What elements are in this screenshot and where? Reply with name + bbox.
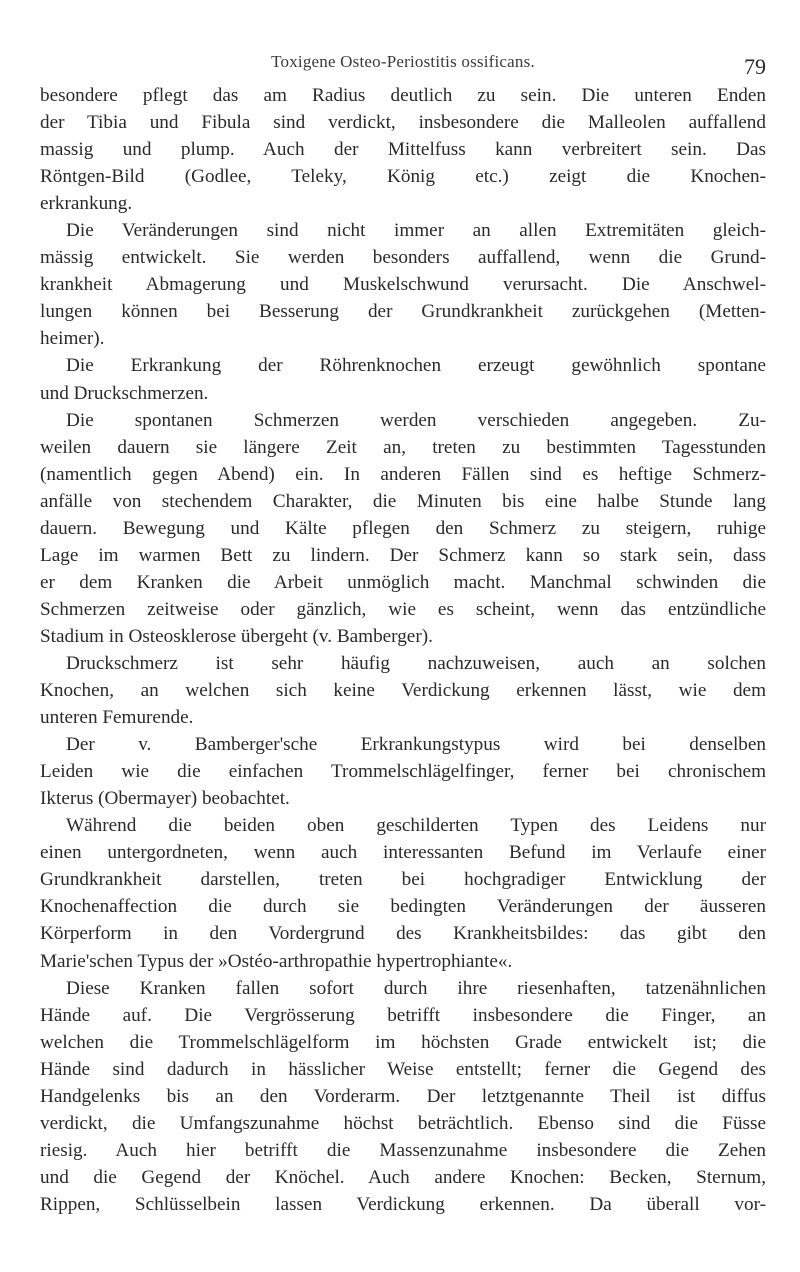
page-number: 79 <box>744 54 766 79</box>
body-text <box>40 82 766 1218</box>
text-line: Lage im warmen Bett zu lindern. Der Schmerz kann so stark sein, dass <box>40 544 766 566</box>
text-line: unteren Femurende. <box>40 707 194 729</box>
text-line: Knochen, an welchen sich keine Verdickung erkennen lässt, wie dem <box>40 680 766 702</box>
page-header <box>40 0 766 79</box>
text-line: Während die beiden oben geschilderten Typen des Leidens nur <box>66 815 766 837</box>
text-line: Druckschmerz ist sehr häufig nachzuweisen, auch an solchen <box>66 652 766 674</box>
text-line: Ikterus (Obermayer) beobachtet. <box>40 788 290 810</box>
text-line: er dem Kranken die Arbeit unmöglich macht. Manchmal schwinden die <box>40 571 766 593</box>
text-line: weilen dauern sie längere Zeit an, treten zu bestimmten Tagesstunden <box>40 436 766 458</box>
text-line: Hände sind dadurch in hässlicher Weise entstellt; ferner die Gegend des <box>40 1058 766 1080</box>
text-line: Grundkrankheit darstellen, treten bei hochgradiger Entwicklung der <box>40 869 766 891</box>
text-line: Die Erkrankung der Röhrenknochen erzeugt gewöhnlich spontane <box>66 355 766 377</box>
text-line: lungen können bei Besserung der Grundkrankheit zurückgehen (Metten- <box>40 301 766 323</box>
text-line: (namentlich gegen Abend) ein. In anderen Fällen sind es heftige Schmerz- <box>40 463 766 485</box>
text-line: erkrankung. <box>40 193 133 215</box>
text-line: mässig entwickelt. Sie werden besonders auffallend, wenn die Grund- <box>40 247 766 269</box>
text-line: riesig. Auch hier betrifft die Massenzunahme insbesondere die Zehen <box>40 1139 766 1161</box>
text-line: und Druckschmerzen. <box>40 382 209 404</box>
text-line: Stadium in Osteosklerose übergeht (v. Bamberger). <box>40 625 433 647</box>
book-page <box>40 0 766 1272</box>
text-line: Handgelenks bis an den Vorderarm. Der letztgenannte Theil ist diffus <box>40 1085 766 1107</box>
text-line: Die spontanen Schmerzen werden verschieden angegeben. Zu- <box>66 409 766 431</box>
text-line: besondere pflegt das am Radius deutlich zu sein. Die unteren Enden <box>40 85 766 106</box>
running-title: Toxigene Osteo-Periostitis ossificans. <box>271 52 535 71</box>
text-line: Leiden wie die einfachen Trommelschlägelfinger, ferner bei chronischem <box>40 761 766 783</box>
text-line: Diese Kranken fallen sofort durch ihre riesenhaften, tatzenähnlichen <box>66 977 766 999</box>
text-line: Körperform in den Vordergrund des Krankheitsbildes: das gibt den <box>40 923 766 945</box>
text-line: Rippen, Schlüsselbein lassen Verdickung erkennen. Da überall vor- <box>40 1193 766 1215</box>
text-line: massig und plump. Auch der Mittelfuss kann verbreitert sein. Das <box>40 139 766 161</box>
text-line: dauern. Bewegung und Kälte pflegen den Schmerz zu steigern, ruhige <box>40 517 766 539</box>
text-line: krankheit Abmagerung und Muskelschwund verursacht. Die Anschwel- <box>40 274 766 296</box>
text-line: Schmerzen zeitweise oder gänzlich, wie es scheint, wenn das entzündliche <box>40 598 766 620</box>
text-line: heimer). <box>40 328 105 350</box>
text-line: Die Veränderungen sind nicht immer an allen Extremitäten gleich- <box>66 220 766 242</box>
text-line: welchen die Trommelschlägelform im höchsten Grade entwickelt ist; die <box>40 1031 766 1053</box>
text-line: einen untergordneten, wenn auch interessanten Befund im Verlaufe einer <box>40 842 766 864</box>
text-line: und die Gegend der Knöchel. Auch andere Knochen: Becken, Sternum, <box>40 1166 766 1188</box>
text-line: Knochenaffection die durch sie bedingten Veränderungen der äusseren <box>40 896 766 918</box>
text-line: Der v. Bamberger'sche Erkrankungstypus wird bei denselben <box>66 734 766 756</box>
text-line: anfälle von stechendem Charakter, die Minuten bis eine halbe Stunde lang <box>40 490 766 512</box>
text-line: verdickt, die Umfangszunahme höchst beträchtlich. Ebenso sind die Füsse <box>40 1112 766 1134</box>
text-line: Röntgen-Bild (Godlee, Teleky, König etc.) zeigt die Knochen- <box>40 166 766 188</box>
text-line: Marie'schen Typus der »Ostéo-arthropathie hypertrophiante«. <box>40 950 513 972</box>
text-line: Hände auf. Die Vergrösserung betrifft insbesondere die Finger, an <box>40 1004 766 1026</box>
text-line: der Tibia und Fibula sind verdickt, insbesondere die Malleolen auffallend <box>40 112 766 134</box>
